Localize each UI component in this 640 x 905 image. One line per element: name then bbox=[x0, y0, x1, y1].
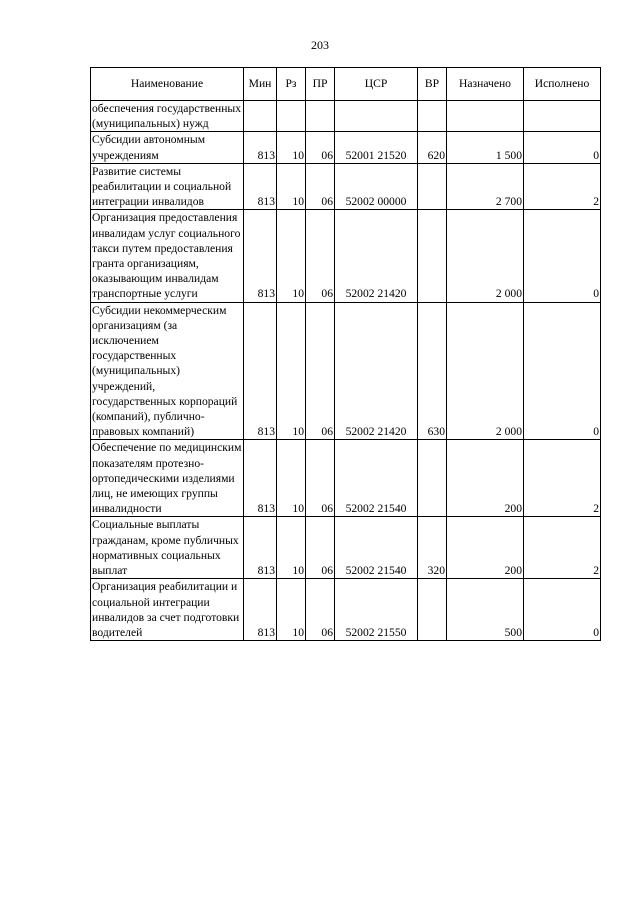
cell-rz: 10 bbox=[277, 440, 306, 517]
cell-ispolneno: 0 bbox=[524, 132, 601, 163]
cell-pr bbox=[306, 101, 335, 132]
table-row bbox=[91, 579, 601, 641]
cell-name: Социальные выплаты гражданам, кроме публичных нормативных социальных выплат bbox=[91, 517, 244, 579]
cell-ispolneno bbox=[524, 101, 601, 132]
cell-min: 813 bbox=[244, 517, 277, 579]
cell-naznacheno: 200 bbox=[447, 440, 524, 517]
cell-rz: 10 bbox=[277, 132, 306, 163]
cell-naznacheno: 2 000 bbox=[447, 302, 524, 440]
cell-naznacheno: 200 bbox=[447, 517, 524, 579]
cell-rz bbox=[277, 101, 306, 132]
cell-min: 813 bbox=[244, 579, 277, 641]
table-body bbox=[91, 101, 601, 641]
cell-name: Развитие системы реабилитации и социальной интеграции инвалидов bbox=[91, 163, 244, 210]
cell-name: Организация реабилитации и социальной интеграции инвалидов за счет подготовки водителей bbox=[91, 579, 244, 641]
cell-name: Обеспечение по медицинским показателям протезно-ортопедическими изделиями лиц, не имеющих группы инвалидности bbox=[91, 440, 244, 517]
cell-name: Организация предоставления инвалидам услуг социального такси путем предоставления гранта организациям, оказывающим инвалидам транспортные услуги bbox=[91, 210, 244, 302]
cell-naznacheno: 2 700 bbox=[447, 163, 524, 210]
header-naznacheno: Назначено bbox=[447, 68, 524, 101]
table-row bbox=[91, 302, 601, 440]
cell-csr: 52002 00000 bbox=[335, 163, 418, 210]
table-row bbox=[91, 210, 601, 302]
cell-csr: 52002 21550 bbox=[335, 579, 418, 641]
cell-csr: 52002 21540 bbox=[335, 440, 418, 517]
page-number: 203 bbox=[311, 38, 329, 52]
cell-rz: 10 bbox=[277, 163, 306, 210]
cell-min bbox=[244, 101, 277, 132]
header-ispolneno: Исполнено bbox=[524, 68, 601, 101]
cell-rz: 10 bbox=[277, 579, 306, 641]
cell-naznacheno: 500 bbox=[447, 579, 524, 641]
cell-pr: 06 bbox=[306, 163, 335, 210]
cell-vr bbox=[418, 210, 447, 302]
table-row bbox=[91, 132, 601, 163]
cell-pr: 06 bbox=[306, 302, 335, 440]
cell-ispolneno: 0 bbox=[524, 579, 601, 641]
cell-vr bbox=[418, 101, 447, 132]
cell-pr: 06 bbox=[306, 440, 335, 517]
cell-min: 813 bbox=[244, 302, 277, 440]
table-row bbox=[91, 440, 601, 517]
cell-name: обеспечения государственных (муниципальных) нужд bbox=[91, 101, 244, 132]
cell-csr: 52002 21420 bbox=[335, 302, 418, 440]
header-rz: Рз bbox=[277, 68, 306, 101]
cell-vr: 320 bbox=[418, 517, 447, 579]
cell-vr bbox=[418, 163, 447, 210]
cell-csr bbox=[335, 101, 418, 132]
cell-min: 813 bbox=[244, 440, 277, 517]
header-csr: ЦСР bbox=[335, 68, 418, 101]
header-vr: ВР bbox=[418, 68, 447, 101]
cell-csr: 52001 21520 bbox=[335, 132, 418, 163]
header-name: Наименование bbox=[91, 68, 244, 101]
cell-ispolneno: 2 bbox=[524, 163, 601, 210]
cell-vr bbox=[418, 579, 447, 641]
cell-pr: 06 bbox=[306, 517, 335, 579]
cell-pr: 06 bbox=[306, 210, 335, 302]
header-pr: ПР bbox=[306, 68, 335, 101]
cell-vr: 630 bbox=[418, 302, 447, 440]
cell-name: Субсидии автономным учреждениям bbox=[91, 132, 244, 163]
table-row bbox=[91, 101, 601, 132]
cell-vr bbox=[418, 440, 447, 517]
table-row bbox=[91, 163, 601, 210]
cell-rz: 10 bbox=[277, 517, 306, 579]
cell-naznacheno bbox=[447, 101, 524, 132]
cell-pr: 06 bbox=[306, 579, 335, 641]
cell-csr: 52002 21420 bbox=[335, 210, 418, 302]
cell-naznacheno: 1 500 bbox=[447, 132, 524, 163]
cell-min: 813 bbox=[244, 210, 277, 302]
cell-name: Субсидии некоммерческим организациям (за исключением государственных (муниципальных) учреждений, государственных корпораций (компаний), публично-правовых компаний) bbox=[91, 302, 244, 440]
cell-ispolneno: 0 bbox=[524, 210, 601, 302]
cell-min: 813 bbox=[244, 132, 277, 163]
cell-rz: 10 bbox=[277, 210, 306, 302]
cell-ispolneno: 0 bbox=[524, 302, 601, 440]
cell-rz: 10 bbox=[277, 302, 306, 440]
table-row bbox=[91, 517, 601, 579]
cell-vr: 620 bbox=[418, 132, 447, 163]
cell-ispolneno: 2 bbox=[524, 440, 601, 517]
header-min: Мин bbox=[244, 68, 277, 101]
cell-csr: 52002 21540 bbox=[335, 517, 418, 579]
cell-naznacheno: 2 000 bbox=[447, 210, 524, 302]
cell-ispolneno: 2 bbox=[524, 517, 601, 579]
budget-table bbox=[90, 67, 601, 641]
cell-pr: 06 bbox=[306, 132, 335, 163]
cell-min: 813 bbox=[244, 163, 277, 210]
table-header-row bbox=[91, 68, 601, 101]
